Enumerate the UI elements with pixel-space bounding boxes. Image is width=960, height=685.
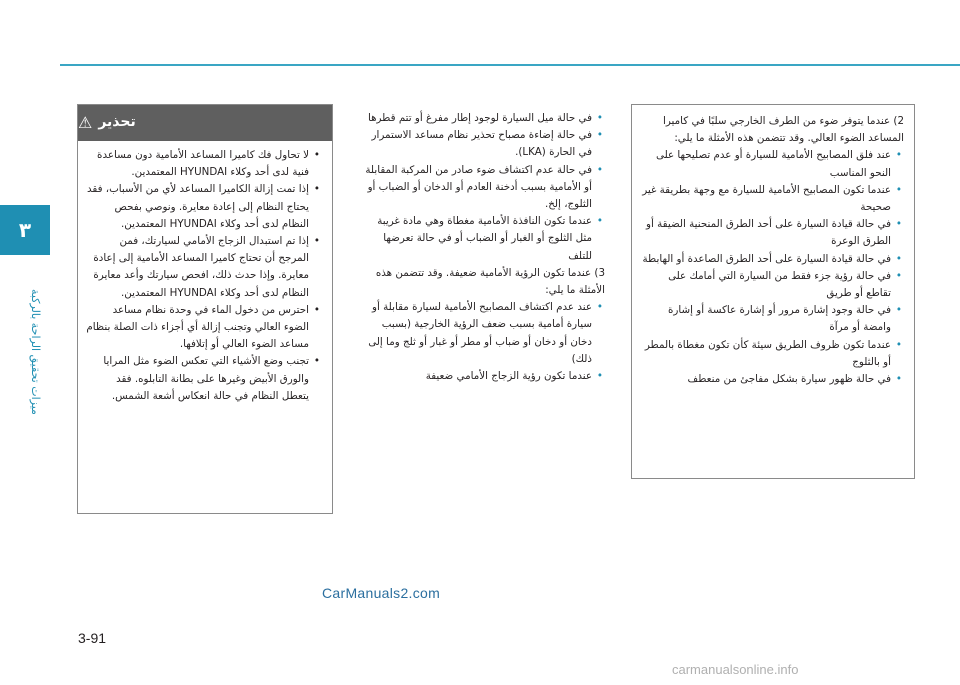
list-item: • في حالة قيادة السيارة على أحد الطرق الصاعدة أو الهابطة <box>640 251 904 268</box>
numbered-heading-2: 2) عندما يتوفر ضوء من الطرف الخارجي سلبًا في كاميرا المساعد الضوء العالي. وقد تتضمن هذه الأمثلة ما يلي: <box>663 115 904 145</box>
warning-list <box>86 147 322 405</box>
list-item: • عندما تكون ظروف الطريق سيئة كأن تكون مغطاة بالمطر أو بالثلوج <box>640 337 904 371</box>
list-item: • عند فلق المصابيح الأمامية للسيارة أو عدم تصليحها على النحو المناسب <box>640 147 904 181</box>
list-item: • في حالة وجود إشارة مرور أو إشارة عاكسة أو إشارة وامضة أو مرآة <box>640 302 904 336</box>
info-box-right <box>631 104 915 479</box>
list-item: • في حالة عدم اكتشاف ضوء صادر من المركبة المقابلة أو الأمامية بسبب أدخنة العادم أو الدخان أو الضباب أو الثلوج، إلخ. <box>363 162 605 214</box>
condition-list <box>640 147 904 388</box>
warning-triangle-icon: ⚠ <box>78 113 93 133</box>
list-item: • إذا تمت إزالة الكاميرا المساعد لأي من الأسباب، فقد يحتاج النظام إلى إعادة معايرة. ونوصي بفحص النظام لدى أحد وكلاء HYUNDAI المعتمدين. <box>86 181 322 233</box>
visibility-list <box>363 299 605 385</box>
warning-box <box>77 104 333 514</box>
info-column-middle <box>355 104 613 414</box>
warning-header <box>78 105 332 141</box>
top-rule <box>60 64 960 66</box>
chapter-tab: ٣ <box>0 205 50 255</box>
warning-title: تحذير <box>98 114 136 131</box>
list-item: • عندما تكون النافذة الأمامية مغطاة وهي مادة غريبة مثل الثلوج أو الغبار أو الضباب أو في حالة تعرضها للتلف <box>363 213 605 265</box>
chapter-title: ميزات تحقيق الراحة بالركبة <box>29 289 42 415</box>
condition-list <box>363 110 605 265</box>
list-item: • عند عدم اكتشاف المصابيح الأمامية لسيارة مقابلة أو سيارة أمامية بسبب ضعف الرؤية الخارجية (بسبب دخان أو دخان أو ضباب أو مطر أو غبار أو ثلج وما إلى ذلك) <box>363 299 605 368</box>
footer-watermark: carmanualsonline.info <box>672 662 799 677</box>
list-item: • في حالة قيادة السيارة على أحد الطرق المنحنية الضيقة أو الطرق الوعرة <box>640 216 904 250</box>
list-item: • في حالة ميل السيارة لوجود إطار مفرغ أو تتم قطرها <box>363 110 605 127</box>
numbered-heading-3: 3) عندما تكون الرؤية الأمامية ضعيفة. وقد تتضمن هذه الأمثلة ما يلي: <box>375 266 605 297</box>
watermark-link[interactable]: CarManuals2.com <box>322 585 441 601</box>
list-item: • في حالة رؤية جزء فقط من السيارة التي أمامك على تقاطع أو طريق <box>640 268 904 302</box>
list-item: • لا تحاول فك كاميرا المساعد الأمامية دون مساعدة فنية لدى أحد وكلاء HYUNDAI المعتمدين. <box>86 147 322 181</box>
list-item: • احترس من دخول الماء في وحدة نظام مساعد الضوء العالي وتجنب إزالة أي أجزاء ذات الصلة بنظام مساعد الضوء العالي أو إتلافها. <box>86 302 322 354</box>
list-item: • إذا تم استبدال الزجاج الأمامي لسيارتك، فمن المرجح أن تحتاج كاميرا المساعد الأمامية إلى إعادة معايرة. وإذا حدث ذلك، افحص سيارتك وأعد معايرة النظام لدى أحد وكلاء HYUNDAI المعتمدين. <box>86 233 322 302</box>
list-item: • عندما تكون رؤية الزجاج الأمامي ضعيفة <box>363 368 605 385</box>
page-number: 3-91 <box>78 630 107 646</box>
list-item: • في حالة ظهور سيارة بشكل مفاجئ من منعطف <box>640 371 904 388</box>
warning-body <box>78 141 332 411</box>
list-item: • تجنب وضع الأشياء التي تعكس الضوء مثل المرايا والورق الأبيض وغيرها على بطانة التابلوه. فقد يتعطل النظام في حالة انعكاس أشعة الشمس. <box>86 353 322 405</box>
list-item: • في حالة إضاءة مصباح تحذير نظام مساعد الاستمرار في الحارة (LKA). <box>363 127 605 161</box>
list-item: • عندما تكون المصابيح الأمامية للسيارة مع وجهة بطريقة غير صحيحة <box>640 182 904 216</box>
